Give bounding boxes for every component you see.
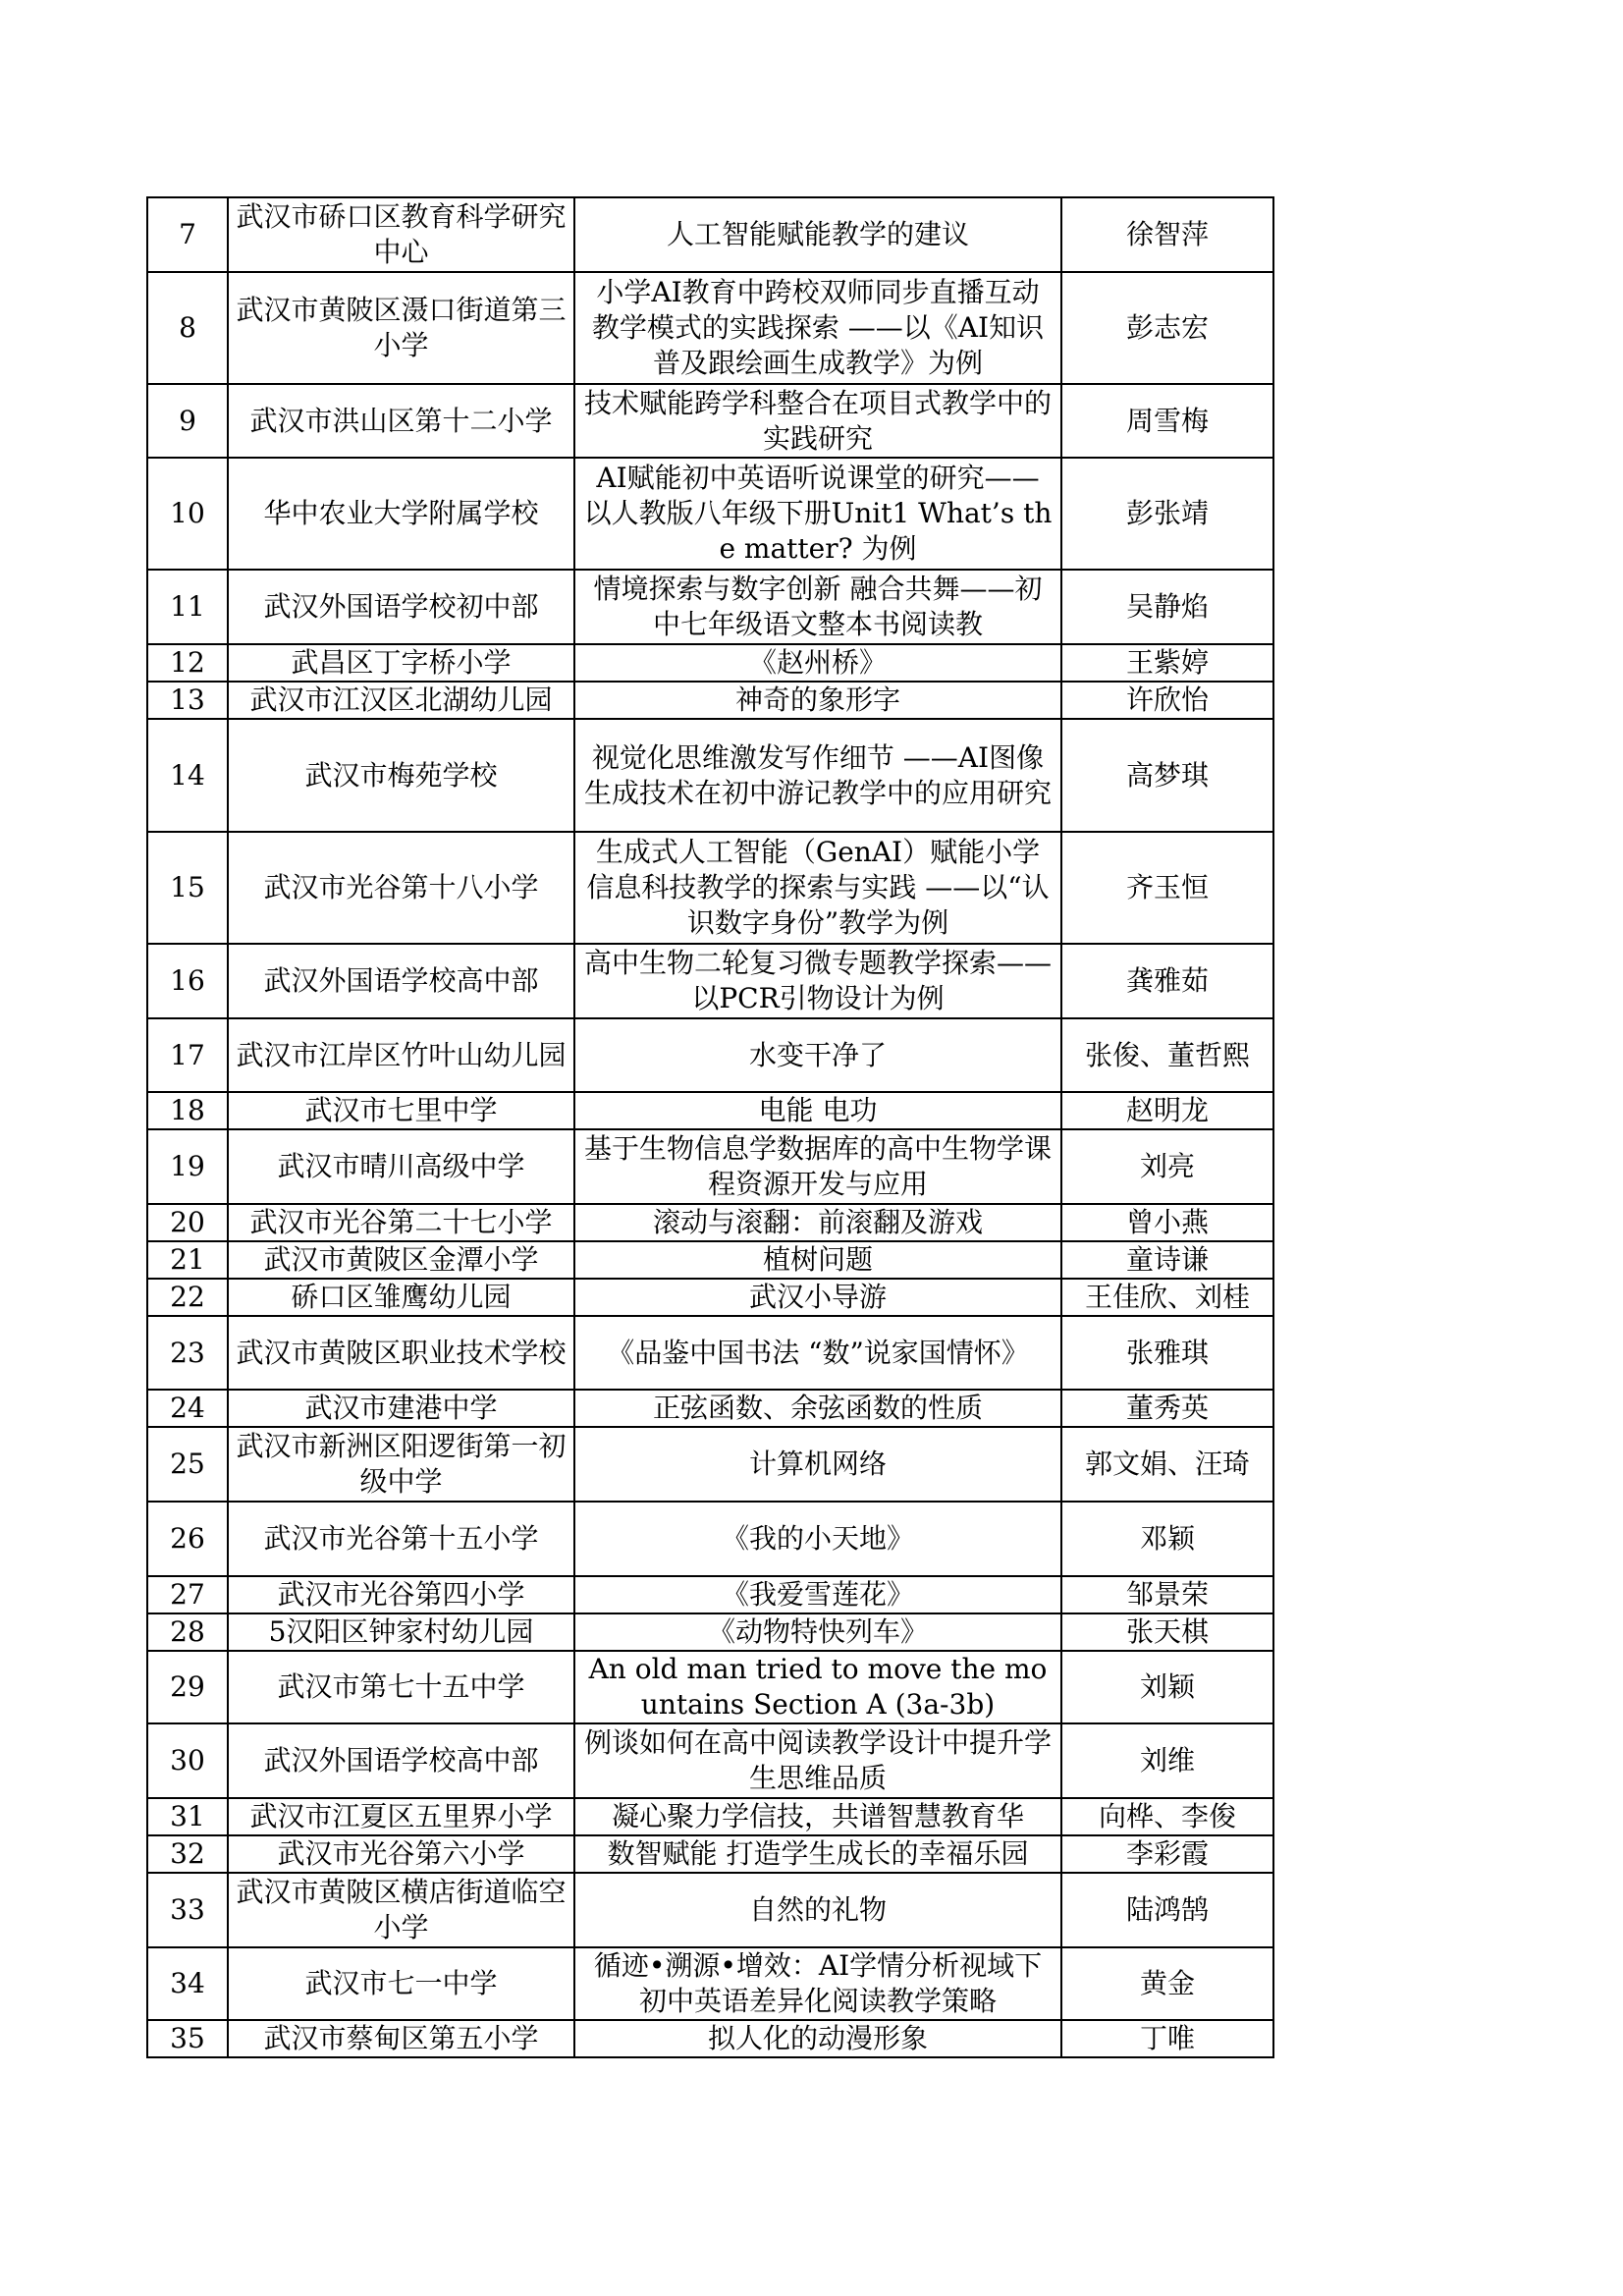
table-row [147,384,1273,458]
topic-title: 电能 电功 [574,1092,1061,1129]
author-name: 张雅琪 [1061,1316,1273,1390]
school-name: 武汉市黄陂区滠口街道第三小学 [228,272,574,384]
table-row [147,1873,1273,1947]
author-name: 向桦、李俊 [1061,1798,1273,1835]
table-row [147,570,1273,644]
school-name: 武汉外国语学校初中部 [228,570,574,644]
table-row [147,1613,1273,1651]
row-number: 10 [147,458,228,570]
school-name: 武汉市光谷第四小学 [228,1576,574,1613]
topic-title: 滚动与滚翻：前滚翻及游戏 [574,1204,1061,1241]
topic-title: 拟人化的动漫形象 [574,2020,1061,2057]
row-number: 35 [147,2020,228,2057]
table-row [147,1241,1273,1279]
table-row [147,1723,1273,1798]
school-name: 武汉市梅苑学校 [228,719,574,832]
author-name: 曾小燕 [1061,1204,1273,1241]
table-row [147,1947,1273,2020]
row-number: 17 [147,1018,228,1092]
school-name: 5汉阳区钟家村幼儿园 [228,1613,574,1651]
author-name: 张俊、董哲熙 [1061,1018,1273,1092]
topic-title: 水变干净了 [574,1018,1061,1092]
author-name: 童诗谦 [1061,1241,1273,1279]
author-name: 邹景荣 [1061,1576,1273,1613]
topic-title: 自然的礼物 [574,1873,1061,1947]
topic-title: 凝心聚力学信技，共谱智慧教育华 [574,1798,1061,1835]
school-name: 武汉市光谷第六小学 [228,1835,574,1873]
school-name: 武汉市晴川高级中学 [228,1129,574,1204]
school-name: 武汉市第七十五中学 [228,1651,574,1723]
topic-title: 小学AI教育中跨校双师同步直播互动教学模式的实践探索 ——以《AI知识普及跟绘画生成教学》为例 [574,272,1061,384]
school-name: 武汉市光谷第二十七小学 [228,1204,574,1241]
author-name: 彭志宏 [1061,272,1273,384]
table-row [147,458,1273,570]
topic-title: AI赋能初中英语听说课堂的研究——以人教版八年级下册Unit1 What’s the matter? 为例 [574,458,1061,570]
school-name: 武汉市洪山区第十二小学 [228,384,574,458]
school-name: 武汉市江汉区北湖幼儿园 [228,682,574,719]
author-name: 赵明龙 [1061,1092,1273,1129]
school-name: 硚口区雏鹰幼儿园 [228,1279,574,1316]
school-name: 武汉市七一中学 [228,1947,574,2020]
topic-title: 情境探索与数字创新 融合共舞——初中七年级语文整本书阅读教 [574,570,1061,644]
school-name: 武汉市黄陂区职业技术学校 [228,1316,574,1390]
school-name: 武汉市江夏区五里界小学 [228,1798,574,1835]
topic-title: 高中生物二轮复习微专题教学探索——以PCR引物设计为例 [574,944,1061,1018]
school-name: 武汉市七里中学 [228,1092,574,1129]
topic-title: 正弦函数、余弦函数的性质 [574,1390,1061,1427]
topic-title: 《我的小天地》 [574,1502,1061,1576]
table-row [147,1798,1273,1835]
topic-title: 《品鉴中国书法 “数”说家国情怀》 [574,1316,1061,1390]
author-name: 吴静焰 [1061,570,1273,644]
author-name: 王佳欣、刘桂 [1061,1279,1273,1316]
author-name: 齐玉恒 [1061,832,1273,944]
table-row [147,1502,1273,1576]
row-number: 26 [147,1502,228,1576]
row-number: 13 [147,682,228,719]
topic-title: 武汉小导游 [574,1279,1061,1316]
table-row [147,1835,1273,1873]
topic-title: 《赵州桥》 [574,644,1061,682]
table-row [147,272,1273,384]
topic-title: 视觉化思维激发写作细节 ——AI图像生成技术在初中游记教学中的应用研究 [574,719,1061,832]
author-name: 陆鸿鹄 [1061,1873,1273,1947]
row-number: 32 [147,1835,228,1873]
table-row [147,1427,1273,1502]
table-row [147,1651,1273,1723]
results-table [146,196,1274,2058]
row-number: 25 [147,1427,228,1502]
row-number: 34 [147,1947,228,2020]
row-number: 30 [147,1723,228,1798]
author-name: 刘颖 [1061,1651,1273,1723]
author-name: 许欣怡 [1061,682,1273,719]
author-name: 彭张靖 [1061,458,1273,570]
row-number: 27 [147,1576,228,1613]
author-name: 黄金 [1061,1947,1273,2020]
row-number: 28 [147,1613,228,1651]
author-name: 周雪梅 [1061,384,1273,458]
topic-title: 循迹•溯源•增效：AI学情分析视域下初中英语差异化阅读教学策略 [574,1947,1061,2020]
school-name: 武汉市江岸区竹叶山幼儿园 [228,1018,574,1092]
table-row [147,197,1273,272]
school-name: 武汉市黄陂区金潭小学 [228,1241,574,1279]
row-number: 12 [147,644,228,682]
author-name: 龚雅茹 [1061,944,1273,1018]
topic-title: 计算机网络 [574,1427,1061,1502]
row-number: 14 [147,719,228,832]
author-name: 丁唯 [1061,2020,1273,2057]
table-row [147,1092,1273,1129]
topic-title: 《我爱雪莲花》 [574,1576,1061,1613]
author-name: 张天棋 [1061,1613,1273,1651]
topic-title: 人工智能赋能教学的建议 [574,197,1061,272]
school-name: 武汉市新洲区阳逻街第一初级中学 [228,1427,574,1502]
row-number: 19 [147,1129,228,1204]
table-row [147,1316,1273,1390]
table-row [147,1279,1273,1316]
row-number: 11 [147,570,228,644]
school-name: 武汉市硚口区教育科学研究中心 [228,197,574,272]
row-number: 16 [147,944,228,1018]
table-row [147,719,1273,832]
row-number: 29 [147,1651,228,1723]
author-name: 刘维 [1061,1723,1273,1798]
row-number: 23 [147,1316,228,1390]
row-number: 9 [147,384,228,458]
school-name: 武汉市光谷第十八小学 [228,832,574,944]
row-number: 20 [147,1204,228,1241]
topic-title: 数智赋能 打造学生成长的幸福乐园 [574,1835,1061,1873]
school-name: 武汉市建港中学 [228,1390,574,1427]
school-name: 武汉市蔡甸区第五小学 [228,2020,574,2057]
table-row [147,1576,1273,1613]
topic-title: An old man tried to move the mountains Section A (3a-3b) [574,1651,1061,1723]
author-name: 高梦琪 [1061,719,1273,832]
school-name: 华中农业大学附属学校 [228,458,574,570]
row-number: 33 [147,1873,228,1947]
table-row [147,1390,1273,1427]
author-name: 刘亮 [1061,1129,1273,1204]
row-number: 31 [147,1798,228,1835]
school-name: 武汉市黄陂区横店街道临空小学 [228,1873,574,1947]
topic-title: 例谈如何在高中阅读教学设计中提升学生思维品质 [574,1723,1061,1798]
author-name: 徐智萍 [1061,197,1273,272]
row-number: 21 [147,1241,228,1279]
results-table-body [147,197,1273,2057]
author-name: 郭文娟、汪琦 [1061,1427,1273,1502]
author-name: 李彩霞 [1061,1835,1273,1873]
row-number: 22 [147,1279,228,1316]
row-number: 7 [147,197,228,272]
row-number: 8 [147,272,228,384]
topic-title: 基于生物信息学数据库的高中生物学课程资源开发与应用 [574,1129,1061,1204]
author-name: 王紫婷 [1061,644,1273,682]
table-row [147,2020,1273,2057]
row-number: 15 [147,832,228,944]
table-row [147,944,1273,1018]
table-row [147,832,1273,944]
school-name: 武昌区丁字桥小学 [228,644,574,682]
table-row [147,1018,1273,1092]
topic-title: 技术赋能跨学科整合在项目式教学中的实践研究 [574,384,1061,458]
topic-title: 生成式人工智能（GenAI）赋能小学信息科技教学的探索与实践 ——以“认识数字身份”教学为例 [574,832,1061,944]
topic-title: 《动物特快列车》 [574,1613,1061,1651]
topic-title: 植树问题 [574,1241,1061,1279]
author-name: 董秀英 [1061,1390,1273,1427]
table-row [147,644,1273,682]
author-name: 邓颖 [1061,1502,1273,1576]
school-name: 武汉外国语学校高中部 [228,944,574,1018]
school-name: 武汉外国语学校高中部 [228,1723,574,1798]
table-row [147,1204,1273,1241]
school-name: 武汉市光谷第十五小学 [228,1502,574,1576]
row-number: 18 [147,1092,228,1129]
row-number: 24 [147,1390,228,1427]
table-row [147,682,1273,719]
topic-title: 神奇的象形字 [574,682,1061,719]
table-row [147,1129,1273,1204]
